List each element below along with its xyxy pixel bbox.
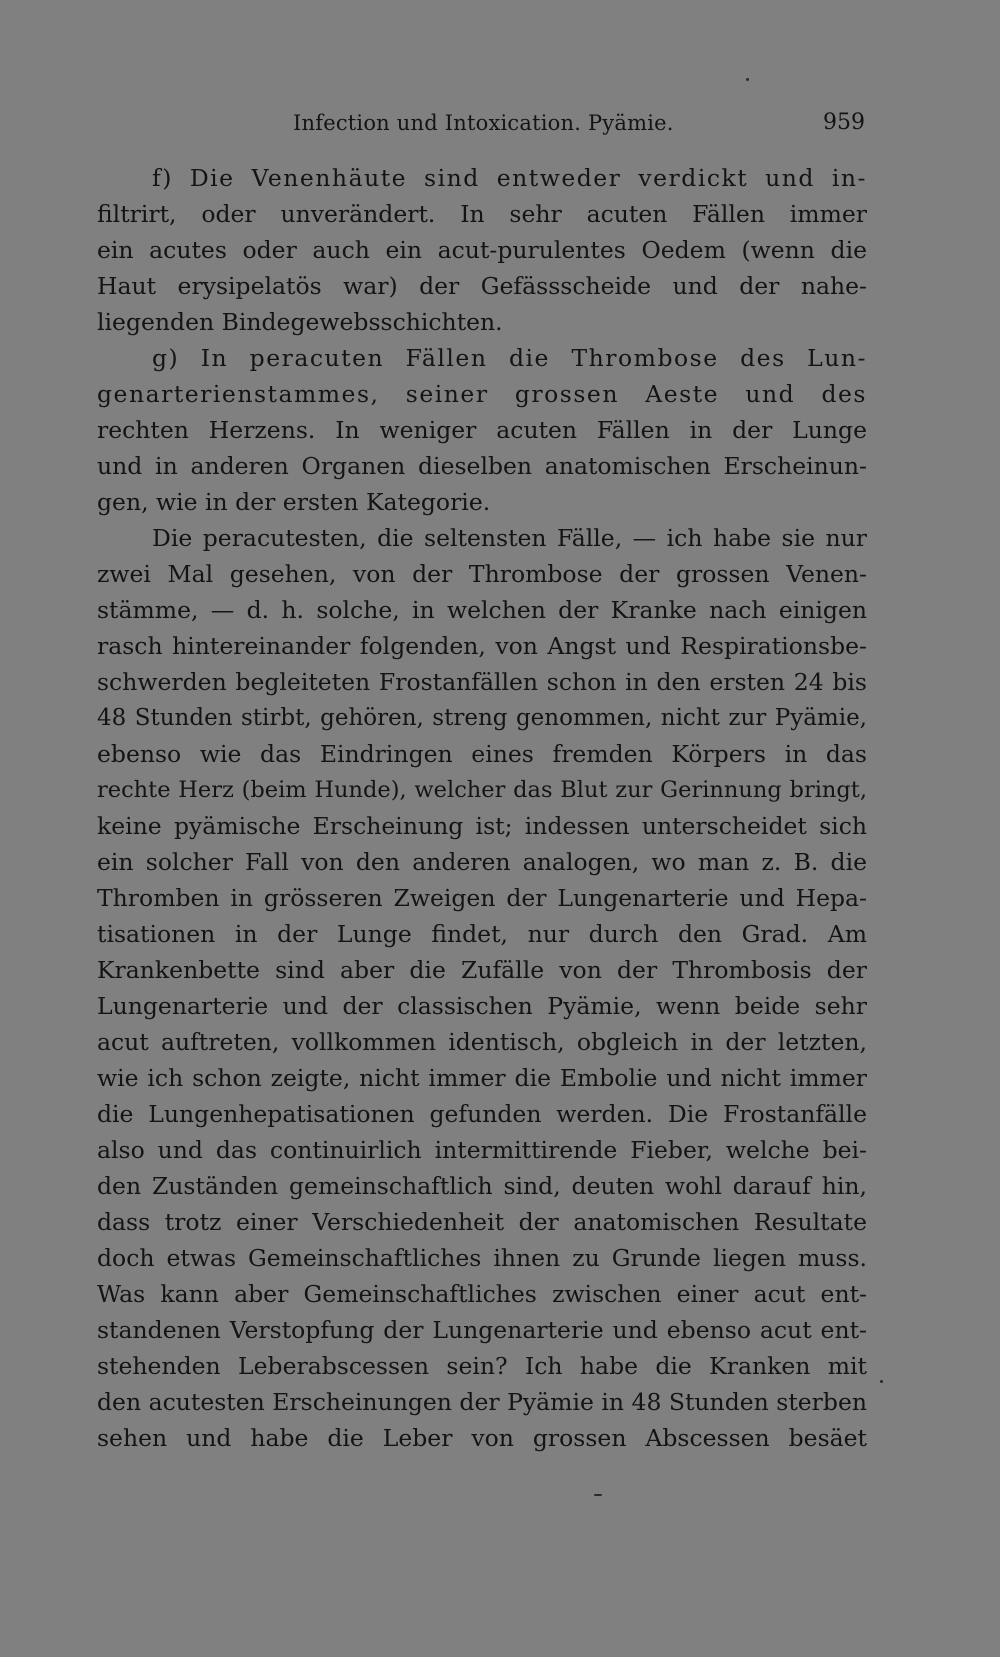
text-line: standenen Verstopfung der Lungenarterie und ebenso acut ent- bbox=[97, 1316, 867, 1344]
text-line: rechten Herzens. In weniger acuten Fällen in der Lunge bbox=[97, 416, 867, 444]
text-line: liegenden Bindegewebsschichten. bbox=[97, 308, 503, 336]
text-line: Thromben in grösseren Zweigen der Lungenarterie und Hepa- bbox=[97, 884, 867, 912]
text-line: rechte Herz (beim Hunde), welcher das Blut zur Gerinnung bringt, bbox=[97, 777, 867, 803]
page-number: 959 bbox=[823, 110, 865, 135]
text-line: Lungenarterie und der classischen Pyämie, wenn beide sehr bbox=[97, 992, 867, 1020]
text-line: schwerden begleiteten Frostanfällen schon in den ersten 24 bis bbox=[97, 668, 867, 696]
text-line: acut auftreten, vollkommen identisch, obgleich in der letzten, bbox=[97, 1028, 867, 1056]
text-line: sehen und habe die Leber von grossen Abscessen besäet bbox=[97, 1424, 867, 1452]
text-line: ebenso wie das Eindringen eines fremden Körpers in das bbox=[97, 740, 867, 768]
text-line: ein acutes oder auch ein acut-purulentes Oedem (wenn die bbox=[97, 236, 867, 264]
text-line: wie ich schon zeigte, nicht immer die Embolie und nicht immer bbox=[97, 1064, 867, 1092]
text-line: g) In peracuten Fällen die Thrombose des Lun- bbox=[152, 344, 867, 372]
text-line: rasch hintereinander folgenden, von Angst und Respirationsbe- bbox=[97, 632, 867, 660]
text-line: stehenden Leberabscessen sein? Ich habe die Kranken mit bbox=[97, 1352, 867, 1380]
text-line: 48 Stunden stirbt, gehören, streng genommen, nicht zur Pyämie, bbox=[97, 705, 867, 731]
print-speck bbox=[746, 78, 749, 81]
text-line: dass trotz einer Verschiedenheit der anatomischen Resultate bbox=[97, 1208, 867, 1236]
text-line: filtrirt, oder unverändert. In sehr acuten Fällen immer bbox=[97, 200, 867, 228]
text-line: gen, wie in der ersten Kategorie. bbox=[97, 488, 491, 516]
running-header bbox=[97, 106, 865, 140]
text-line: f) Die Venenhäute sind entweder verdickt und in- bbox=[152, 164, 867, 192]
text-line: ein solcher Fall von den anderen analogen, wo man z. B. die bbox=[97, 848, 867, 876]
print-speck bbox=[594, 1494, 602, 1496]
text-line: Haut erysipelatös war) der Gefässscheide und der nahe- bbox=[97, 272, 867, 300]
text-line: Die peracutesten, die seltensten Fälle, — ich habe sie nur bbox=[152, 524, 867, 552]
running-title: Infection und Intoxication. Pyämie. bbox=[293, 111, 674, 135]
text-line: genarterienstammes, seiner grossen Aeste und des bbox=[97, 380, 867, 408]
text-line: den acutesten Erscheinungen der Pyämie in 48 Stunden sterben bbox=[97, 1388, 867, 1416]
text-line: und in anderen Organen dieselben anatomischen Erscheinun- bbox=[97, 452, 867, 480]
text-line: den Zuständen gemeinschaftlich sind, deuten wohl darauf hin, bbox=[97, 1172, 867, 1200]
text-line: keine pyämische Erscheinung ist; indessen unterscheidet sich bbox=[97, 812, 867, 840]
body-text bbox=[97, 160, 867, 1456]
text-line: Krankenbette sind aber die Zufälle von der Thrombosis der bbox=[97, 956, 867, 984]
text-line: stämme, — d. h. solche, in welchen der Kranke nach einigen bbox=[97, 596, 867, 624]
text-line: zwei Mal gesehen, von der Thrombose der grossen Venen- bbox=[97, 560, 867, 588]
text-line: doch etwas Gemeinschaftliches ihnen zu Grunde liegen muss. bbox=[97, 1244, 867, 1272]
text-line: also und das continuirlich intermittirende Fieber, welche bei- bbox=[97, 1136, 867, 1164]
print-speck bbox=[880, 1380, 883, 1383]
text-line: tisationen in der Lunge findet, nur durch den Grad. Am bbox=[97, 920, 867, 948]
text-line: die Lungenhepatisationen gefunden werden. Die Frostanfälle bbox=[97, 1100, 867, 1128]
text-line: Was kann aber Gemeinschaftliches zwischen einer acut ent- bbox=[97, 1280, 867, 1308]
